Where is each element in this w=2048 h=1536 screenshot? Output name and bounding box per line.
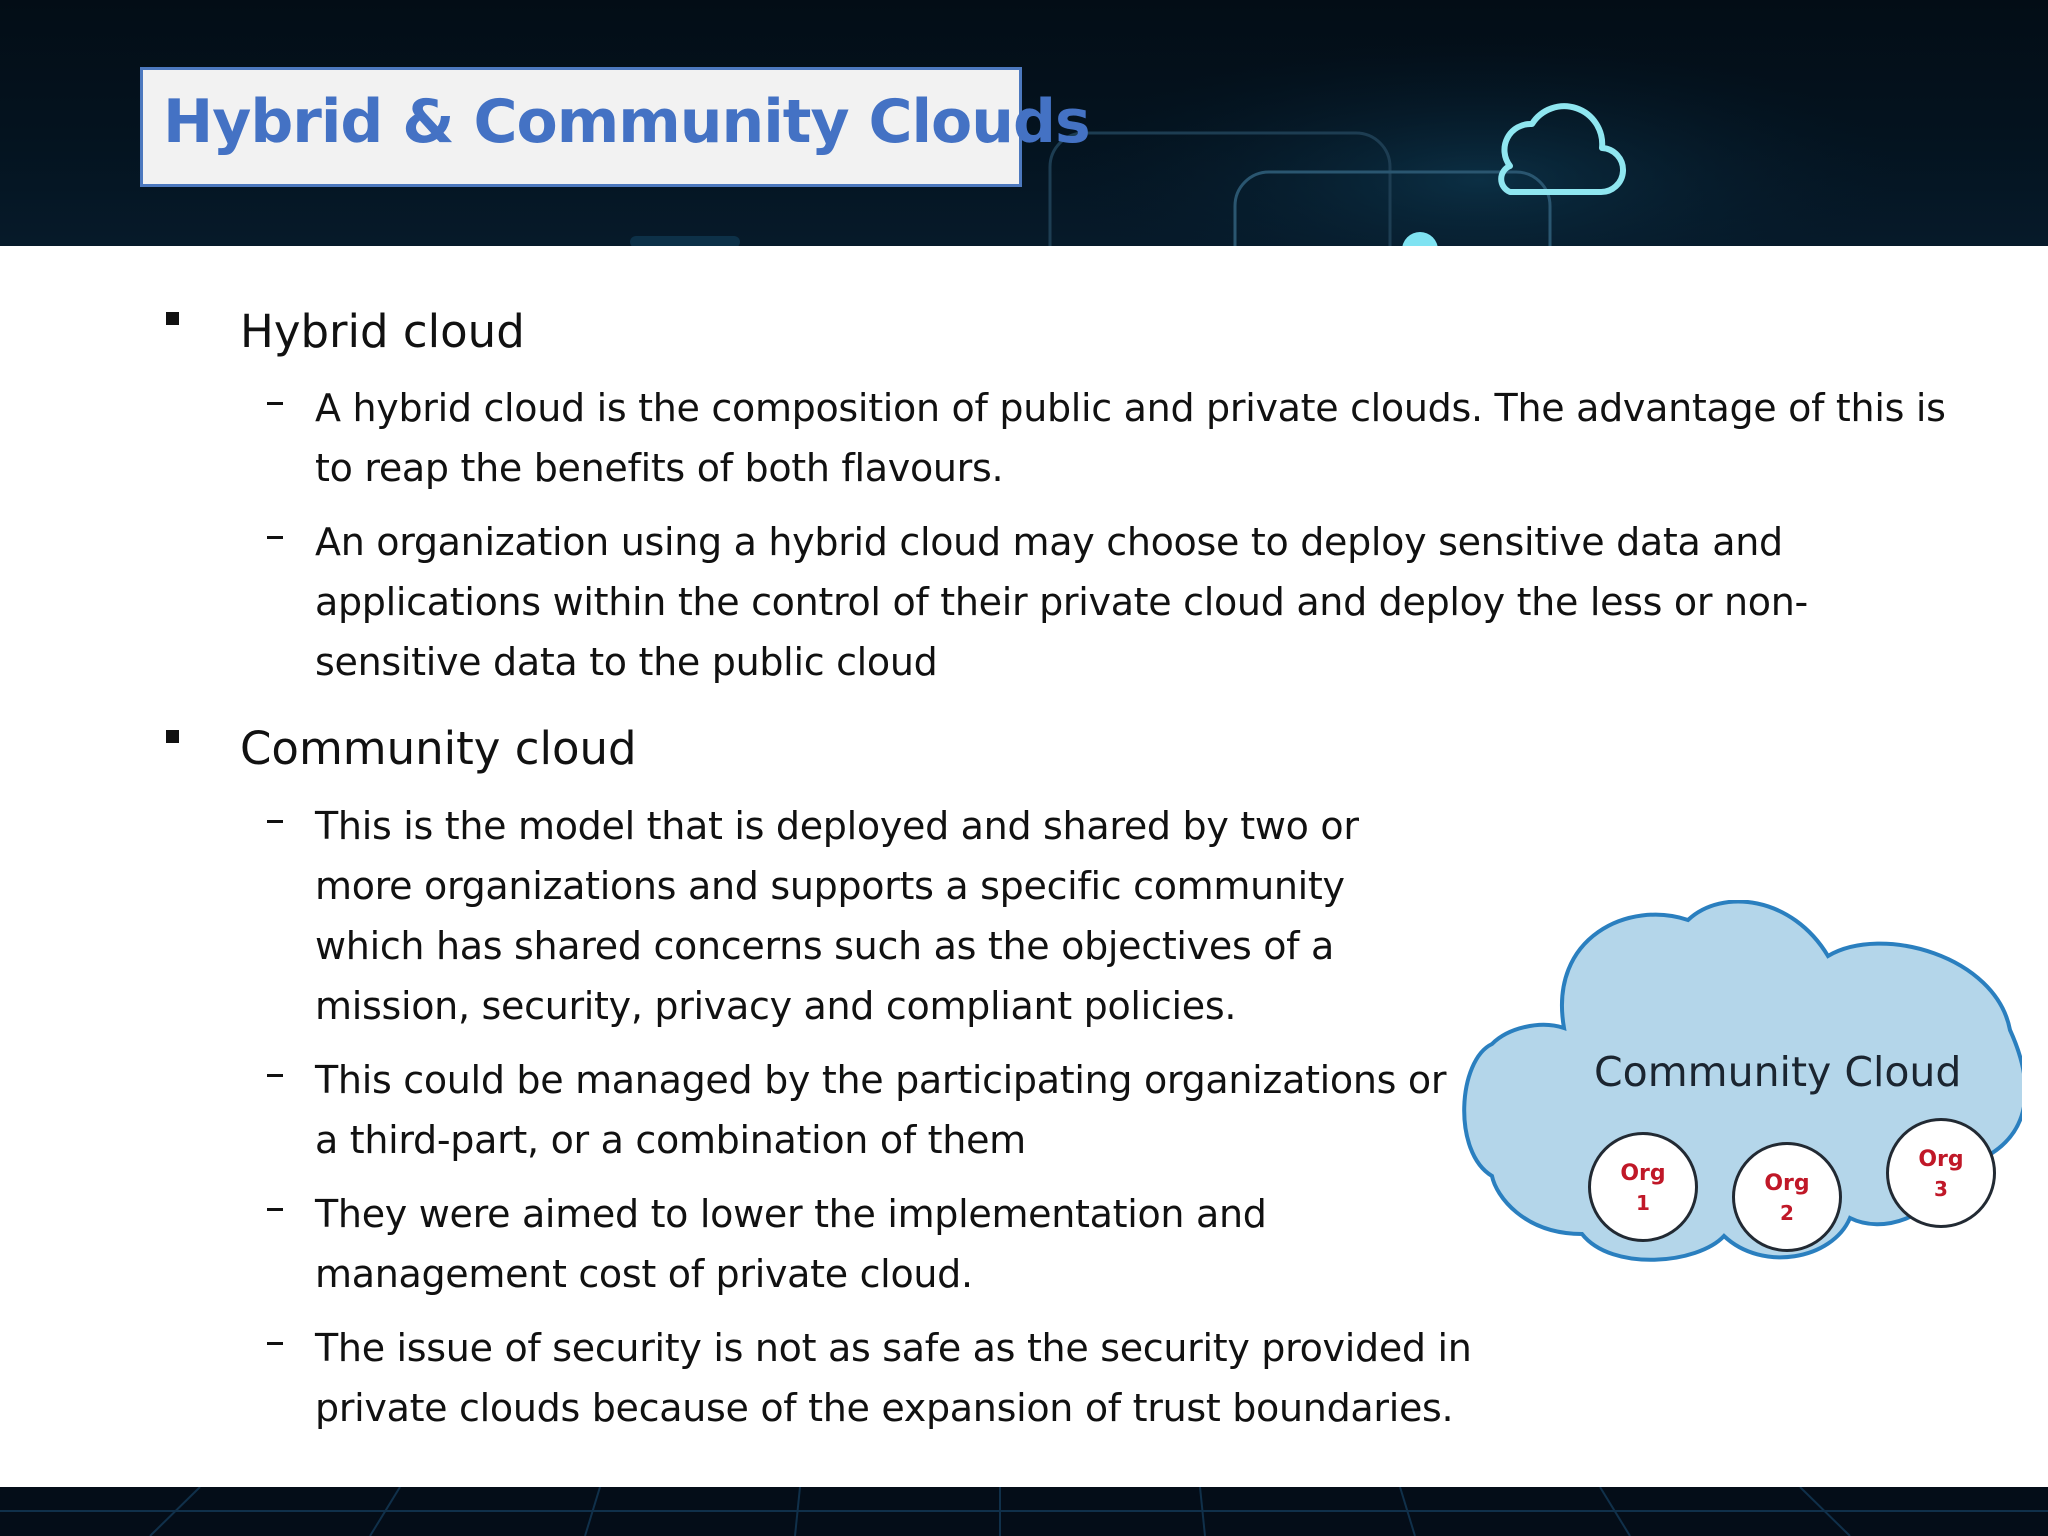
- dash-bullet-icon: [267, 402, 283, 405]
- square-bullet-icon: [166, 312, 179, 325]
- footer-grid-art: [0, 1487, 2048, 1536]
- dash-bullet-icon: [267, 1342, 283, 1345]
- org-circle-1: Org 1: [1588, 1132, 1698, 1242]
- dash-bullet-icon: [267, 820, 283, 823]
- dash-bullet-icon: [267, 536, 283, 539]
- hybrid-point-2: An organization using a hybrid cloud may choose to deploy sensitive data and applications within the control of their private cloud and deploy the less or non- sensitive data to the public cloud: [315, 520, 1808, 684]
- section-heading-hybrid: Hybrid cloud: [240, 305, 525, 358]
- section-heading-community: Community cloud: [240, 722, 637, 775]
- dash-bullet-icon: [267, 1208, 283, 1211]
- dash-bullet-icon: [267, 1074, 283, 1077]
- org-circle-2: Org 2: [1732, 1142, 1842, 1252]
- org-circle-3: Org 3: [1886, 1118, 1996, 1228]
- cloud-label: Community Cloud: [1594, 1048, 1962, 1096]
- square-bullet-icon: [166, 730, 179, 743]
- community-point-4: The issue of security is not as safe as the security provided in private clouds because of the expansion of trust boundaries.: [315, 1326, 1472, 1430]
- slide-title: Hybrid & Community Clouds: [163, 87, 1090, 157]
- community-cloud-diagram: [1462, 900, 2022, 1275]
- hybrid-point-1: A hybrid cloud is the composition of public and private clouds. The advantage of this is to reap the benefits of both flavours.: [315, 386, 1946, 490]
- community-point-2: This could be managed by the participating organizations or a third-part, or a combination of them: [315, 1058, 1447, 1162]
- footer-banner: [0, 1487, 2048, 1536]
- community-point-1: This is the model that is deployed and shared by two or more organizations and supports a specific community which has shared concerns such as the objectives of a mission, security, privacy and compliant policies.: [315, 804, 1359, 1028]
- community-point-3: They were aimed to lower the implementation and management cost of private cloud.: [315, 1192, 1267, 1296]
